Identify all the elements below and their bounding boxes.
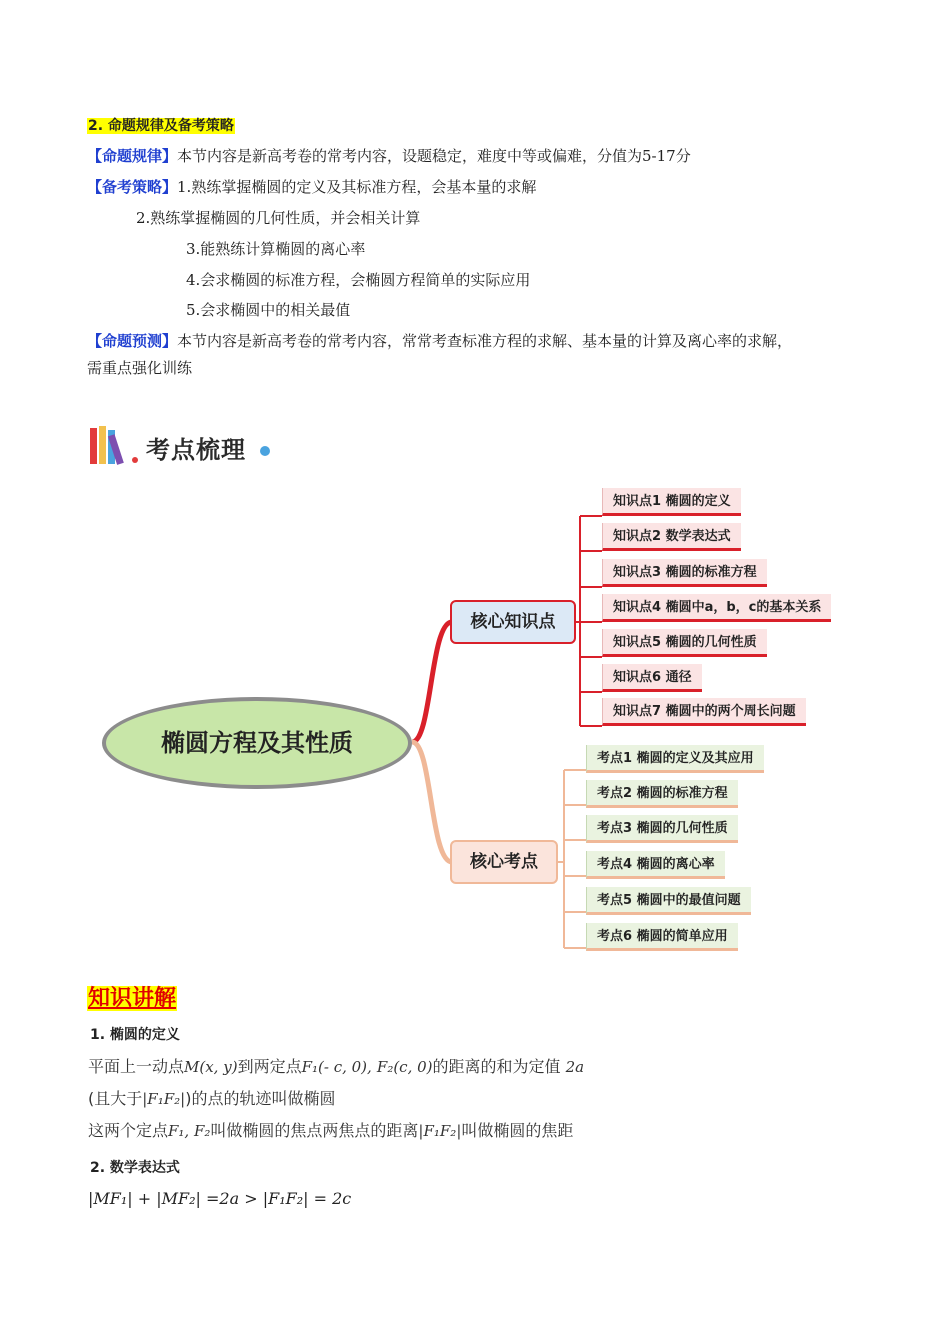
mindmap-center-node [102,697,412,789]
exam-item: 考点5 椭圆中的最值问题 [586,887,751,915]
branch-knowledge: 核心知识点 [450,600,576,644]
forecast-paragraph [87,331,792,351]
knowledge-item: 知识点3 椭圆的标准方程 [602,559,767,587]
foci-text: 叫做椭圆的焦点两焦点的距离 [210,1121,419,1140]
strategy-paragraph [87,177,536,197]
forecast-label: 【命题预测】 [87,332,178,350]
strategy-item: 4.会求椭圆的标准方程，会椭圆方程简单的实际应用 [186,271,531,289]
foci-text: 叫做椭圆的焦距 [461,1121,574,1140]
foci-text: 这两个定点 [88,1121,169,1140]
foci-distance: |F₁F₂| [418,1122,462,1140]
point-m: M(x, y) [184,1058,238,1076]
definition-line-1 [88,1054,584,1077]
foci-line [88,1118,573,1141]
knowledge-item: 知识点7 椭圆中的两个周长问题 [602,698,806,726]
strategy-item: 1.熟练掌握椭圆的定义及其标准方程，会基本量的求解 [177,178,537,196]
exam-item: 考点3 椭圆的几何性质 [586,815,738,843]
branch-exam: 核心考点 [450,840,558,884]
focus-f1: F₁(- c, 0) [301,1058,368,1076]
strategy-item: 5.会求椭圆中的相关最值 [186,301,351,319]
knowledge-item: 知识点4 椭圆中a，b，c的基本关系 [602,594,831,622]
forecast-text-cont: 需重点强化训练 [87,359,193,377]
banner-dot [260,446,270,456]
rule-text: 本节内容是新高考卷的常考内容，设题稳定，难度中等或偏难，分值为5-17分 [177,147,691,165]
knowledge-item: 知识点1 椭圆的定义 [602,488,741,516]
section-title-text: 2. 命题规律及备考策略 [88,118,234,134]
banner [88,424,288,468]
expression-formula: |MF₁| + |MF₂| =2a > |F₁F₂| = 2c [88,1189,352,1208]
connector-knowledge [412,622,452,742]
center-label: 椭圆方程及其性质 [161,729,353,757]
definition-text: (且大于 [88,1089,143,1108]
knowledge-item: 知识点6 通径 [602,664,702,692]
exam-item: 考点1 椭圆的定义及其应用 [586,745,764,773]
definition-text: )的点的轨迹叫做椭圆 [185,1089,336,1108]
foci-points: F₁, F₂ [168,1122,211,1140]
section-title [87,115,235,136]
focal-distance: |F₁F₂| [142,1090,186,1108]
exam-item: 考点2 椭圆的标准方程 [586,780,738,808]
exam-item: 考点4 椭圆的离心率 [586,851,725,879]
heading-definition: 1. 椭圆的定义 [90,1027,180,1043]
separator: , [367,1058,372,1076]
banner-title: 考点梳理 [146,436,246,464]
exam-item: 考点6 椭圆的简单应用 [586,923,738,951]
books-icon [88,424,148,468]
constant-2a: 2a [565,1058,585,1076]
strategy-item: 3.能熟练计算椭圆的离心率 [186,240,366,258]
strategy-label: 【备考策略】 [87,178,178,196]
knowledge-item: 知识点5 椭圆的几何性质 [602,629,767,657]
strategy-item: 2.熟练掌握椭圆的几何性质，并会相关计算 [136,209,421,227]
definition-text: 平面上一动点 [88,1057,185,1076]
heading-expression: 2. 数学表达式 [90,1160,180,1176]
lecture-title-text: 知识讲解 [88,986,177,1011]
definition-text: 的距离的和为定值 [432,1057,561,1076]
forecast-text: 本节内容是新高考卷的常考内容，常常考查标准方程的求解、基本量的计算及离心率的求解， [177,332,793,350]
definition-line-2 [88,1086,335,1109]
focus-f2: F₂(c, 0) [376,1058,433,1076]
lecture-title [87,981,177,1012]
knowledge-item: 知识点2 数学表达式 [602,523,741,551]
definition-text: 到两定点 [237,1057,302,1076]
rule-label: 【命题规律】 [87,147,178,165]
connector-exam [412,742,452,862]
rule-paragraph [87,146,691,166]
